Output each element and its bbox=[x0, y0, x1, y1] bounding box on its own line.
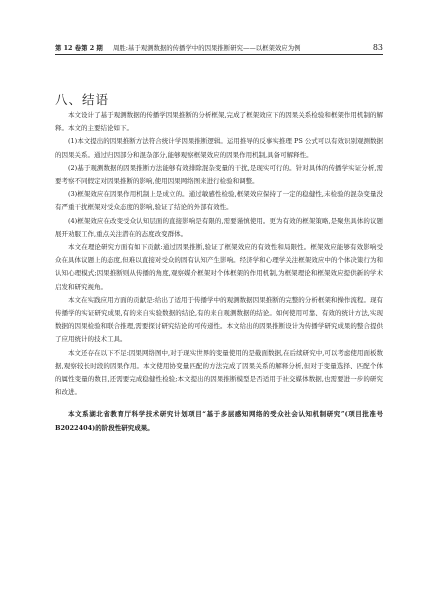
funding-note: 本文系湖北省教育厅科学技术研究计划项目“基于多层感知网络的受众社会认知机制研究”(项目批准号 B2022404)的阶段性研究成果。 bbox=[55, 410, 383, 432]
paragraph-limitations: 本文还存在以下不足:因果网络图中,对于现实世界的变量使用的是截面数据,在后续研究中,可以考虑使用面板数据,观察较长时段的因果作用。本文使用协变量匹配的方法完成了因果关系的解释分析,但对于变量选择、匹配个体的属性变量的数目,还需要完成稳健性检验;本文提出的因果推断模型是否适用于社交媒体数据,也需要进一步的研究和改进。 bbox=[55, 348, 383, 397]
running-header bbox=[55, 44, 383, 55]
page-number: 83 bbox=[372, 43, 383, 52]
paragraph-theory-contribution: 本文在理论研究方面有如下贡献:通过因果推断,验证了框架效应的有效性和局限性。框架效应能够有效影响受众在具体议题上的态度,但难以直接对受众的固有认知产生影响。经济学和心理学关注框架效应中的个体决策行为和认知心理模式;因果推断则从传播的角度,观察媒介框架对个体框架的作用机制,为框架理论和框架效应提供新的学术启发和研究视角。 bbox=[55, 243, 383, 291]
paragraph-practice-contribution: 本文在实践应用方面的贡献是:给出了适用于传播学中的观测数据因果推断的完整的分析框架和操作流程。现有传播学的实证研究成果,有的来自实验数据的结论,有的来自观测数据的结论。如何使用可靠、有效的统计方法,实现数据的因果检验和联合推理,需要探讨研究结论的可传递性。本文给出的因果推断设计为传播学研究成果的整合提供了应用统计的技术工具。 bbox=[55, 295, 383, 344]
section-heading: 八、结语 bbox=[55, 92, 110, 108]
paragraph-conclusion-4: (4)框架效应在改变受众认知层面的直接影响是有限的,需要谨慎使用。更为有效的框架策略,是聚焦具体的议题展开劝服工作,重点关注潜在的态度改变群体。 bbox=[55, 216, 383, 238]
paragraph-conclusion-2: (2)基于观测数据的因果推断方法能够有效排除混杂变量的干扰,是现实可行的。针对具体的传播学实证分析,需要考察不同假定对因果推断的影响,使用因果网络图来进行检验和调整。 bbox=[55, 163, 383, 186]
header-article-title: 周胜:基于观测数据的传播学中的因果推断研究——以框架效应为例 bbox=[113, 44, 301, 52]
paragraph-conclusion-1: (1)本文提出的因果推断方法符合统计学因果推断逻辑。运用推导的反事实推理 PS 公式可以有效识别观测数据的因果关系。通过归因部分和混杂部分,能够观察框架效应的因果作用机制,具备可解释性。 bbox=[55, 137, 383, 159]
paragraph-intro: 本文设计了基于观测数据的传播学因果推断的分析框架,完成了框架效应下的因果关系检验和框架作用机制的解释。本文的主要结论如下。 bbox=[55, 111, 383, 133]
paragraph-conclusion-3: (3)框架效应在因果作用机制上是成立的。通过敏感性检验,框架效应保持了一定的稳健性,未检验的混杂变量没有严重干扰框架对受众态度的影响,验证了结论的外部有效性。 bbox=[55, 190, 383, 212]
body-text bbox=[55, 109, 383, 435]
header-volume: 第 12 卷第 2 期 bbox=[55, 44, 103, 52]
